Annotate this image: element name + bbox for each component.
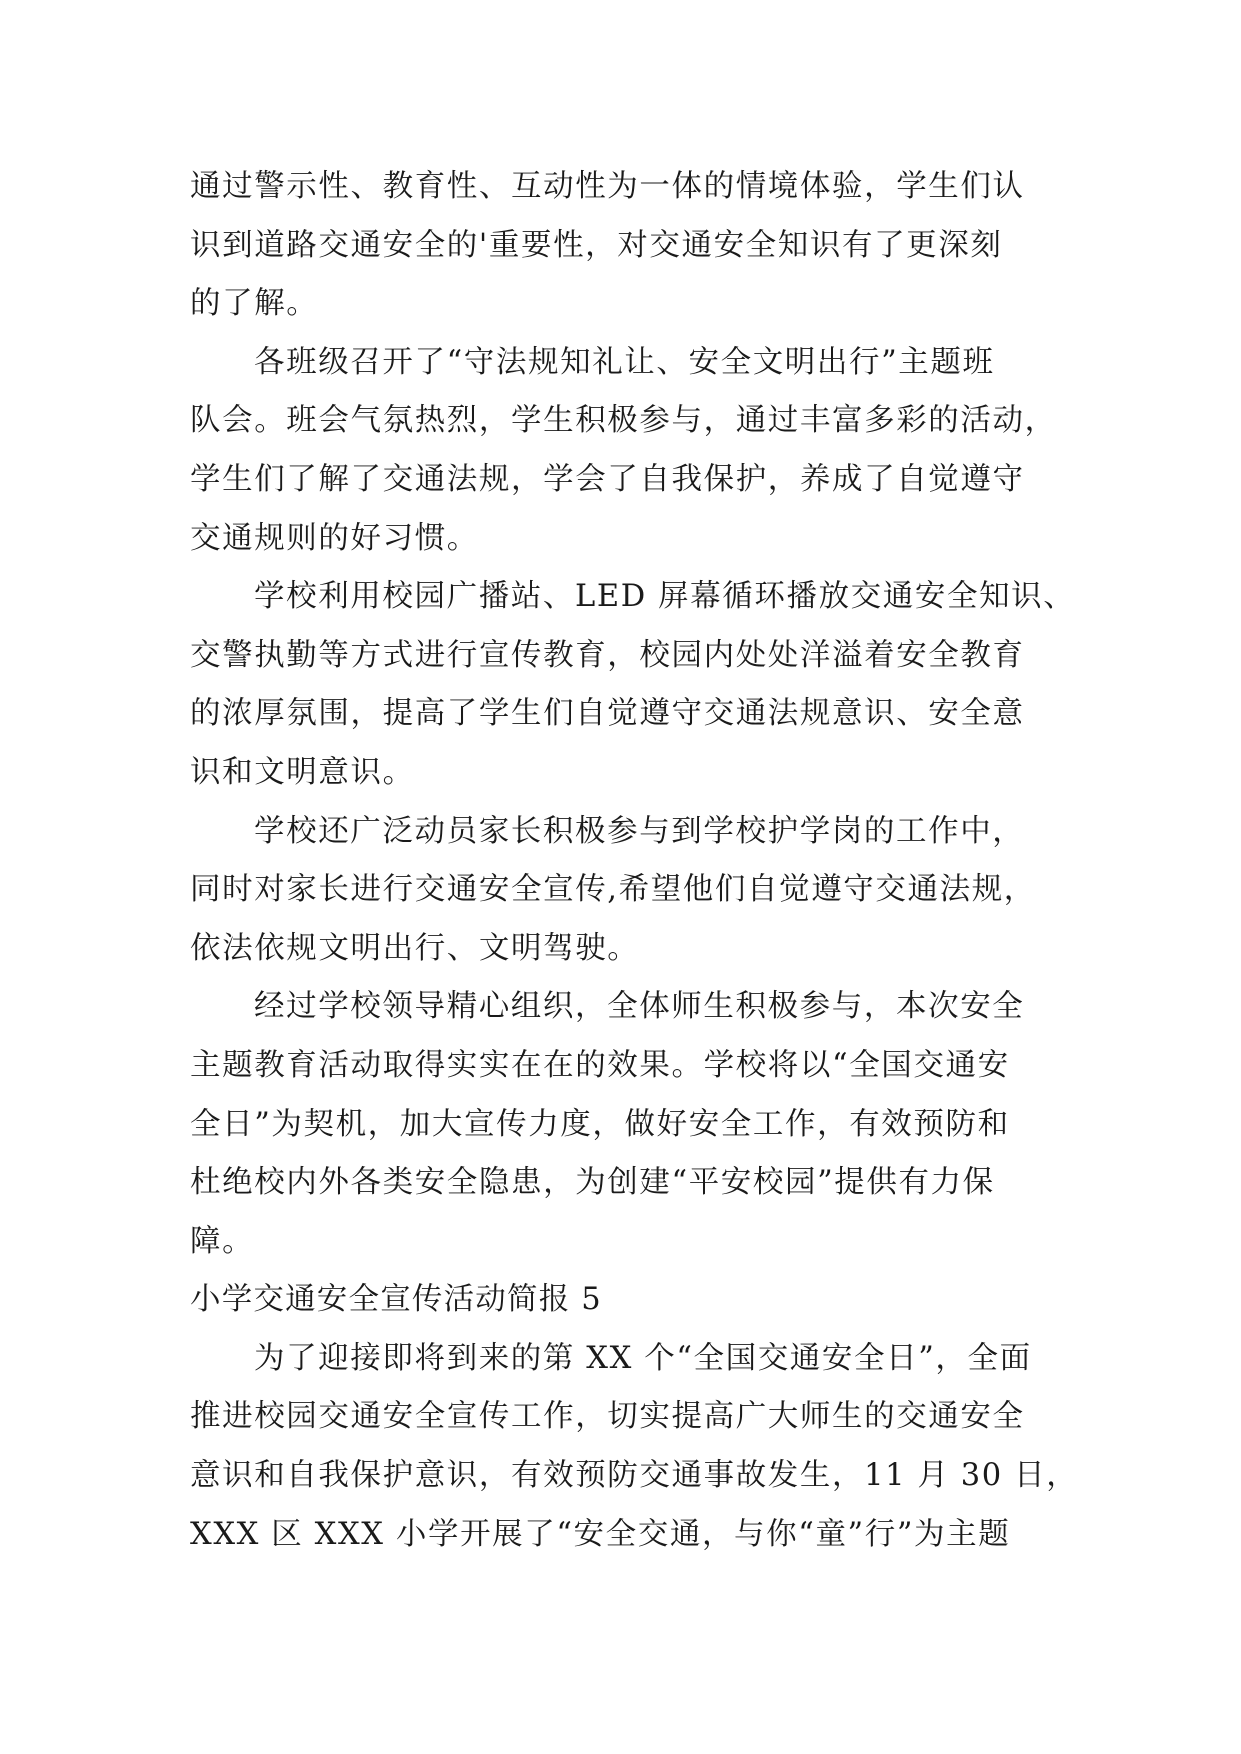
text-line: 学生们了解了交通法规，学会了自我保护，养成了自觉遵守 bbox=[190, 461, 1025, 497]
paragraph-first-line: 经过学校领导精心组织，全体师生积极参与，本次安全 bbox=[254, 989, 1025, 1025]
document-body bbox=[190, 158, 1079, 1564]
text-line: 意识和自我保护意识，有效预防交通事故发生，11 月 30 日， bbox=[190, 1458, 1079, 1494]
text-line: 依法依规文明出行、文明驾驶。 bbox=[190, 930, 640, 966]
text-line: 推进校园交通安全宣传工作，切实提高广大师生的交通安全 bbox=[190, 1399, 1025, 1435]
paragraph-first-line: 为了迎接即将到来的第 XX 个“全国交通安全日”，全面 bbox=[254, 1340, 1032, 1376]
text-line: 主题教育活动取得实实在在的效果。学校将以“全国交通安 bbox=[190, 1047, 1010, 1083]
text-line: 杜绝校内外各类安全隐患，为创建“平安校园”提供有力保 bbox=[190, 1165, 995, 1201]
text-line: XXX 区 XXX 小学开展了“安全交通，与你“童”行”为主题 bbox=[190, 1516, 1011, 1552]
text-line: 交通规则的好习惯。 bbox=[190, 520, 479, 556]
text-line: 队会。班会气氛热烈，学生积极参与，通过丰富多彩的活动， bbox=[190, 403, 1057, 439]
paragraph-first-line: 各班级召开了“守法规知礼让、安全文明出行”主题班 bbox=[254, 344, 995, 380]
text-line: 障。 bbox=[190, 1223, 255, 1259]
text-line: 的浓厚氛围，提高了学生们自觉遵守交通法规意识、安全意 bbox=[190, 696, 1025, 732]
text-line: 识和文明意识。 bbox=[190, 754, 415, 790]
paragraph-first-line: 学校还广泛动员家长积极参与到学校护学岗的工作中， bbox=[254, 813, 1025, 849]
text-line: 同时对家长进行交通安全宣传,希望他们自觉遵守交通法规， bbox=[190, 872, 1036, 908]
text-line: 的了解。 bbox=[190, 286, 319, 322]
text-line: 识到道路交通安全的'重要性，对交通安全知识有了更深刻 bbox=[190, 227, 1003, 263]
text-line: 全日”为契机，加大宣传力度，做好安全工作，有效预防和 bbox=[190, 1106, 1010, 1142]
text-line: 交警执勤等方式进行宣传教育，校园内处处洋溢着安全教育 bbox=[190, 637, 1025, 673]
paragraph-first-line: 学校利用校园广播站、LED 屏幕循环播放交通安全知识、 bbox=[254, 579, 1076, 615]
text-line: 通过警示性、教育性、互动性为一体的情境体验，学生们认 bbox=[190, 169, 1025, 204]
section-heading: 小学交通安全宣传活动简报 5 bbox=[190, 1282, 602, 1318]
